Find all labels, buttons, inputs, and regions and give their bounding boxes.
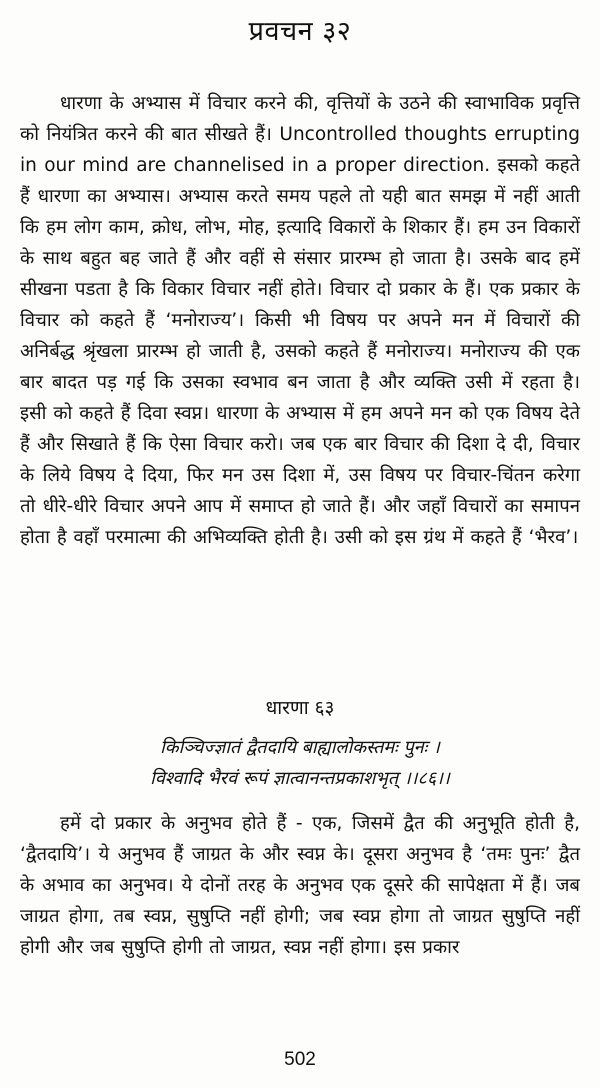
page-number: 502 (284, 1049, 316, 1070)
paragraph-experience: हमें दो प्रकार के अनुभव होते हैं - एक, जिसमें द्वैत की अनुभूति होती है, ‘द्वैतदायि’। ये अनुभव हैं जाग्रत के और स्वप्न के। दूसरा अनुभव है ‘तमः पुनः’ द्वैत के अभाव का अनुभव। ये दोनों तरह के अनुभव एक दूसरे की सापेक्षता में हैं। जब जाग्रत होगा, तब स्वप्न, सुषुप्ति नहीं होगी; जब स्वप्न होगा तो जाग्रत सुषुप्ति नहीं होगी और जब सुषुप्ति होगी तो जाग्रत, स्वप्न नहीं होगा। इस प्रकार (20, 813, 581, 958)
chapter-title: प्रवचन ३२ (248, 16, 352, 47)
section-heading: धारणा ६३ (265, 697, 335, 719)
sanskrit-verse-line-1: किञ्चिज्ज्ञातं द्वैतदायि बाह्यालोकस्तमः पुनः । (160, 737, 440, 758)
paragraph-dharana-practice: धारणा के अभ्यास में विचार करने की, वृत्तियों के उठने की स्वाभाविक प्रवृत्ति को नियंत्रित करने की बात सीखते हैं। Uncontrolled thoughts errupting in our mind are channelised in a proper direction. इसको कहते हैं धारणा का अभ्यास। अभ्यास करते समय पहले तो यही बात समझ में नहीं आती कि हम लोग काम, क्रोध, लोभ, मोह, इत्यादि विकारों के शिकार हैं। हम उन विकारों के साथ बहुत बह जाते हैं और वहीं से संसार प्रारम्भ हो जाता है। उसके बाद हमें सीखना पडता है कि विकार विचार नहीं होते। विचार दो प्रकार के हैं। एक प्रकार के विचार को कहते हैं ‘मनोराज्य’। किसी भी विषय पर अपने मन में विचारों की अनिर्बद्ध श्रृंखला प्रारम्भ हो जाती है, उसको कहते हैं मनोराज्य। मनोराज्य की एक बार बादत पड़ गई कि उसका स्वभाव बन जाता है और व्यक्ति उसी में रहता है। इसी को कहते हैं दिवा स्वप्न। धारणा के अभ्यास में हम अपने मन को एक विषय देते हैं और सिखाते हैं कि ऐसा विचार करो। जब एक बार विचार की दिशा दे दी, विचार के लिये विषय दे दिया, फिर मन उस दिशा में, उस विषय पर विचार-चिंतन करेगा तो धीरे-धीरे विचार अपने आप में समाप्त हो जाते हैं। और जहाँ विचारों का समापन होता है वहाँ परमात्मा की अभिव्यक्ति होती है। उसी को इस ग्रंथ में कहते हैं ‘भैरव’। (20, 93, 580, 548)
sanskrit-verse-line-2: विश्वादि भैरवं रूपं ज्ञात्वानन्तप्रकाशभृत् ।।८६।। (150, 768, 450, 789)
